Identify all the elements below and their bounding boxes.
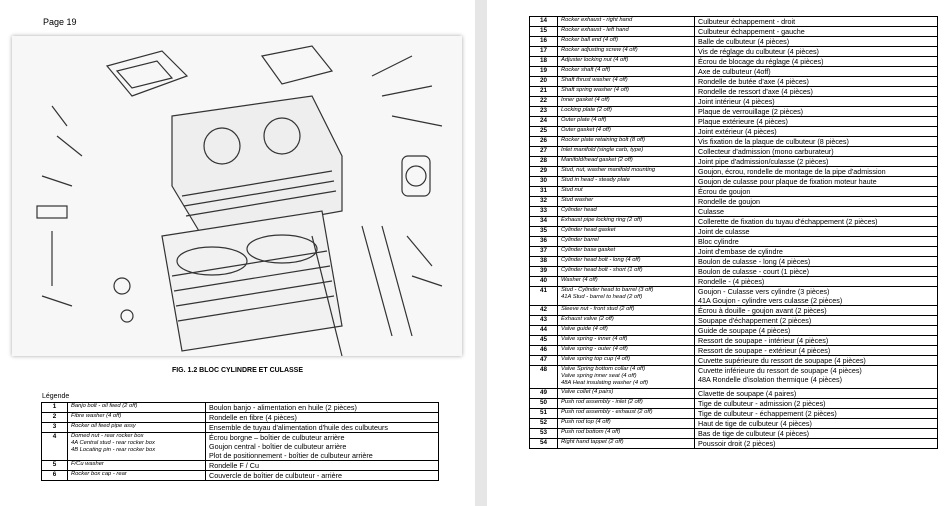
english-description bbox=[558, 167, 695, 177]
table-row bbox=[530, 247, 938, 257]
english-description bbox=[68, 403, 206, 413]
english-line: Stud, nut, washer manifold mounting bbox=[561, 167, 656, 173]
table-row bbox=[530, 77, 938, 87]
french-line: Culasse bbox=[698, 207, 724, 216]
part-number: 49 bbox=[530, 388, 558, 398]
french-description bbox=[695, 87, 938, 97]
english-description bbox=[68, 461, 206, 471]
table-row bbox=[42, 413, 439, 423]
part-number: 21 bbox=[530, 87, 558, 97]
part-number: 46 bbox=[530, 346, 558, 356]
french-line: Vis fixation de la plaque de culbuteur (8 pièces) bbox=[698, 137, 849, 146]
french-line: Balle de culbuteur (4 pièces) bbox=[698, 37, 790, 46]
french-line: Écrou de blocage du réglage (4 pièces) bbox=[698, 57, 824, 66]
english-description bbox=[558, 316, 695, 326]
english-line: Banjo bolt - oil feed (2 off) bbox=[71, 403, 138, 409]
part-number: 54 bbox=[530, 438, 558, 448]
french-line: Rondelle de ressort d'axe (4 pièces) bbox=[698, 87, 813, 96]
english-description bbox=[558, 438, 695, 448]
table-row bbox=[530, 137, 938, 147]
french-line: Haut de tige de culbuteur (4 pièces) bbox=[698, 418, 812, 428]
english-line: Cylinder barrel bbox=[561, 237, 599, 243]
part-number: 18 bbox=[530, 57, 558, 67]
french-description bbox=[206, 471, 439, 481]
part-number: 52 bbox=[530, 418, 558, 428]
english-description bbox=[558, 398, 695, 408]
part-number: 39 bbox=[530, 267, 558, 277]
table-row bbox=[530, 47, 938, 57]
parts-table bbox=[529, 16, 938, 449]
part-number: 42 bbox=[530, 306, 558, 316]
part-number: 47 bbox=[530, 356, 558, 366]
french-description bbox=[695, 37, 938, 47]
french-line: Poussoir droit (2 pièces) bbox=[698, 438, 776, 448]
english-line: Valve spring - outer (4 off) bbox=[561, 346, 628, 352]
english-description bbox=[68, 423, 206, 433]
french-description bbox=[695, 306, 938, 316]
french-description bbox=[695, 147, 938, 157]
english-line: Outer plate (4 off) bbox=[561, 117, 607, 123]
french-line: Écrou borgne – boîtier de culbuteur arrière bbox=[209, 433, 345, 442]
table-row bbox=[530, 326, 938, 336]
french-line: Rondelle F / Cu bbox=[209, 461, 259, 470]
table-row bbox=[42, 403, 439, 413]
french-description bbox=[695, 77, 938, 87]
part-number: 41 bbox=[530, 287, 558, 306]
part-number: 22 bbox=[530, 97, 558, 107]
french-line: Écrou à douille - goujon avant (2 pièces) bbox=[698, 306, 827, 315]
english-description bbox=[558, 388, 695, 398]
page-number: Page 19 bbox=[43, 17, 77, 27]
table-row bbox=[530, 157, 938, 167]
french-description bbox=[695, 366, 938, 389]
french-line: Collecteur d'admission (mono carburateur) bbox=[698, 147, 834, 156]
english-line: Push rod top (4 off) bbox=[561, 418, 611, 425]
table-row bbox=[530, 207, 938, 217]
french-line: Clavette de soupape (4 paires) bbox=[698, 388, 797, 398]
french-line: Plaque de verrouillage (2 pièces) bbox=[698, 107, 804, 116]
english-line: F/Cu washer bbox=[71, 461, 104, 467]
french-description bbox=[206, 423, 439, 433]
english-line: Stud nut bbox=[561, 187, 583, 193]
table-row bbox=[530, 107, 938, 117]
french-description bbox=[695, 398, 938, 408]
french-description bbox=[695, 287, 938, 306]
english-line: Stud in head - steady plate bbox=[561, 177, 630, 183]
english-line: Push rod assembly - inlet (2 off) bbox=[561, 398, 643, 405]
english-line: Push rod bottom (4 off) bbox=[561, 428, 621, 435]
french-description bbox=[695, 187, 938, 197]
table-row bbox=[530, 97, 938, 107]
table-row bbox=[530, 217, 938, 227]
part-number: 16 bbox=[530, 37, 558, 47]
french-line: Ressort de soupape - extérieur (4 pièces) bbox=[698, 346, 831, 355]
english-line: Domed nut - rear rocker box bbox=[71, 433, 144, 439]
table-row bbox=[530, 87, 938, 97]
english-description bbox=[558, 87, 695, 97]
english-line: Rocker oil feed pipe assy bbox=[71, 423, 136, 429]
english-description bbox=[558, 247, 695, 257]
table-row bbox=[530, 117, 938, 127]
english-description bbox=[558, 177, 695, 187]
part-number: 53 bbox=[530, 428, 558, 438]
french-description bbox=[695, 237, 938, 247]
english-description bbox=[558, 227, 695, 237]
french-description bbox=[695, 47, 938, 57]
table-row bbox=[530, 37, 938, 47]
part-number: 15 bbox=[530, 27, 558, 37]
french-description bbox=[695, 346, 938, 356]
french-description bbox=[695, 227, 938, 237]
french-description bbox=[695, 217, 938, 227]
part-number: 43 bbox=[530, 316, 558, 326]
english-line: Valve Spring bottom collar (4 off) bbox=[561, 366, 646, 372]
english-description bbox=[558, 326, 695, 336]
french-description bbox=[695, 127, 938, 137]
part-number: 34 bbox=[530, 217, 558, 227]
table-row bbox=[530, 366, 938, 389]
table-row bbox=[530, 147, 938, 157]
english-description bbox=[558, 17, 695, 27]
legend-table bbox=[41, 402, 439, 481]
english-description bbox=[558, 356, 695, 366]
english-description bbox=[558, 127, 695, 137]
table-row bbox=[42, 471, 439, 481]
french-line: Plaque extérieure (4 pièces) bbox=[698, 117, 788, 126]
english-description bbox=[68, 433, 206, 461]
table-row bbox=[530, 346, 938, 356]
part-number: 17 bbox=[530, 47, 558, 57]
english-description bbox=[558, 137, 695, 147]
table-row bbox=[42, 423, 439, 433]
part-number: 2 bbox=[42, 413, 68, 423]
part-number: 5 bbox=[42, 461, 68, 471]
french-line: Goujon, écrou, rondelle de montage de la pipe d'admission bbox=[698, 167, 886, 176]
table-row bbox=[530, 408, 938, 418]
part-number: 32 bbox=[530, 197, 558, 207]
english-description bbox=[558, 217, 695, 227]
table-row bbox=[530, 418, 938, 428]
french-line: Boulon de culasse - long (4 pièces) bbox=[698, 257, 811, 266]
part-number: 35 bbox=[530, 227, 558, 237]
english-line: 4B Locating pin - rear rocker box bbox=[71, 447, 156, 454]
english-description bbox=[558, 97, 695, 107]
english-description bbox=[558, 237, 695, 247]
french-line: Goujon central - boîtier de culbuteur arrière bbox=[209, 442, 347, 451]
french-line: 41A Goujon - cylindre vers culasse (2 pièces) bbox=[698, 296, 843, 305]
french-line: Soupape d'échappement (2 pièces) bbox=[698, 316, 812, 325]
french-description bbox=[695, 356, 938, 366]
english-description bbox=[558, 77, 695, 87]
table-row bbox=[530, 27, 938, 37]
right-document-page bbox=[487, 0, 948, 506]
english-line: Valve spring top cup (4 off) bbox=[561, 356, 631, 362]
english-line: Rocker box cap - rear bbox=[71, 471, 127, 477]
english-line: Valve guide (4 off) bbox=[561, 326, 608, 332]
part-number: 6 bbox=[42, 471, 68, 481]
english-description bbox=[558, 27, 695, 37]
english-description bbox=[558, 428, 695, 438]
french-description bbox=[695, 438, 938, 448]
table-row bbox=[530, 336, 938, 346]
english-line: 48A Heat insulating washer (4 off) bbox=[561, 380, 649, 387]
english-description bbox=[558, 257, 695, 267]
french-line: Goujon de culasse pour plaque de fixation moteur haute bbox=[698, 177, 877, 186]
table-row bbox=[530, 277, 938, 287]
english-line: Rocker exhaust - right hand bbox=[561, 17, 633, 23]
english-line: Adjuster locking nut (4 off) bbox=[561, 57, 629, 63]
figure-caption: FIG. 1.2 BLOC CYLINDRE ET CULASSE bbox=[171, 367, 304, 374]
table-row bbox=[530, 388, 938, 398]
french-description bbox=[695, 316, 938, 326]
table-row bbox=[42, 433, 439, 461]
french-line: Joint pipe d'admission/culasse (2 pièces) bbox=[698, 157, 829, 166]
english-description bbox=[558, 157, 695, 167]
french-description bbox=[695, 117, 938, 127]
english-line: Stud washer bbox=[561, 197, 594, 203]
english-line: Cylinder head bbox=[561, 207, 597, 213]
french-line: Boulon de culasse - court (1 pièce) bbox=[698, 267, 810, 276]
english-line: Cylinder head bolt - long (4 off) bbox=[561, 257, 641, 263]
french-line: Guide de soupape (4 pièces) bbox=[698, 326, 791, 335]
french-line: Joint extérieur (4 pièces) bbox=[698, 127, 777, 136]
english-line: Cylinder base gasket bbox=[561, 247, 616, 253]
french-description bbox=[695, 177, 938, 187]
english-line: 4A Central stud - rear rocker box bbox=[71, 440, 155, 447]
english-line: Right hand tappet (2 off) bbox=[561, 438, 624, 445]
part-number: 28 bbox=[530, 157, 558, 167]
french-description bbox=[695, 197, 938, 207]
french-line: Culbuteur échappement - droit bbox=[698, 17, 796, 26]
part-number: 45 bbox=[530, 336, 558, 346]
english-line: 41A Stud - barrel to head (2 off) bbox=[561, 294, 643, 301]
english-line: Valve spring inner seat (4 off) bbox=[561, 373, 637, 380]
table-row bbox=[530, 197, 938, 207]
table-row bbox=[530, 428, 938, 438]
english-description bbox=[558, 67, 695, 77]
english-description bbox=[558, 408, 695, 418]
english-line: Washer (4 off) bbox=[561, 277, 598, 283]
table-row bbox=[530, 356, 938, 366]
english-line: Shaft thrust washer (4 off) bbox=[561, 77, 628, 83]
english-line: Valve collet (4 pairs) bbox=[561, 388, 614, 395]
french-line: Rondelle - (4 pièces) bbox=[698, 277, 765, 286]
french-description bbox=[695, 326, 938, 336]
table-row bbox=[530, 438, 938, 448]
part-number: 4 bbox=[42, 433, 68, 461]
english-description bbox=[68, 413, 206, 423]
french-description bbox=[206, 433, 439, 461]
english-line: Rocker ball end (4 off) bbox=[561, 37, 619, 43]
table-row bbox=[530, 257, 938, 267]
french-line: Ensemble de tuyau d'alimentation d'huile des culbuteurs bbox=[209, 423, 388, 432]
english-line: Rocker exhaust - left hand bbox=[561, 27, 629, 33]
french-line: Axe de culbuteur (4off) bbox=[698, 67, 771, 76]
english-line: Rocker adjusting screw (4 off) bbox=[561, 47, 638, 53]
part-number: 20 bbox=[530, 77, 558, 87]
english-description bbox=[558, 197, 695, 207]
french-description bbox=[695, 247, 938, 257]
french-line: Rondelle en fibre (4 pièces) bbox=[209, 413, 297, 422]
english-description bbox=[558, 287, 695, 306]
english-line: Rocker shaft (4 off) bbox=[561, 67, 611, 73]
french-description bbox=[695, 277, 938, 287]
english-line: Valve spring - inner (4 off) bbox=[561, 336, 628, 342]
french-description bbox=[695, 257, 938, 267]
english-line: Push rod assembly - exhaust (2 off) bbox=[561, 408, 653, 415]
table-row bbox=[530, 227, 938, 237]
french-line: Joint de culasse bbox=[698, 227, 750, 236]
part-number: 14 bbox=[530, 17, 558, 27]
french-description bbox=[206, 413, 439, 423]
english-description bbox=[558, 346, 695, 356]
table-row bbox=[42, 461, 439, 471]
french-line: Couvercle de boîtier de culbuteur - arrière bbox=[209, 471, 343, 480]
english-line: Stud - Cylinder head to barrel (3 off) bbox=[561, 287, 654, 293]
french-line: Plot de positionnement - boîtier de culbuteur arrière bbox=[209, 451, 373, 460]
french-description bbox=[695, 167, 938, 177]
french-line: Cuvette inférieure du ressort de soupape (4 pièces) bbox=[698, 366, 862, 375]
french-description bbox=[695, 428, 938, 438]
english-description bbox=[558, 117, 695, 127]
english-line: Cylinder head bolt - short (1 off) bbox=[561, 267, 643, 273]
table-row bbox=[530, 267, 938, 277]
part-number: 44 bbox=[530, 326, 558, 336]
part-number: 36 bbox=[530, 237, 558, 247]
english-description bbox=[558, 47, 695, 57]
french-description bbox=[695, 97, 938, 107]
part-number: 27 bbox=[530, 147, 558, 157]
english-description bbox=[558, 277, 695, 287]
french-line: Rondelle de butée d'axe (4 pièces) bbox=[698, 77, 809, 86]
part-number: 19 bbox=[530, 67, 558, 77]
table-row bbox=[530, 127, 938, 137]
french-line: Goujon - Culasse vers cylindre (3 pièces) bbox=[698, 287, 830, 296]
english-description bbox=[558, 107, 695, 117]
french-line: Ressort de soupape - intérieur (4 pièces) bbox=[698, 336, 829, 345]
table-row bbox=[530, 316, 938, 326]
part-number: 23 bbox=[530, 107, 558, 117]
table-row bbox=[530, 398, 938, 408]
exploded-engine-diagram bbox=[12, 36, 462, 356]
table-row bbox=[530, 57, 938, 67]
english-line: Inner gasket (4 off) bbox=[561, 97, 610, 103]
french-description bbox=[695, 57, 938, 67]
english-description bbox=[558, 366, 695, 389]
part-number: 33 bbox=[530, 207, 558, 217]
part-number: 37 bbox=[530, 247, 558, 257]
english-description bbox=[558, 207, 695, 217]
table-row bbox=[530, 177, 938, 187]
part-number: 31 bbox=[530, 187, 558, 197]
part-number: 26 bbox=[530, 137, 558, 147]
french-description bbox=[695, 267, 938, 277]
french-description bbox=[695, 418, 938, 428]
part-number: 25 bbox=[530, 127, 558, 137]
table-row bbox=[530, 237, 938, 247]
english-line: Cylinder head gasket bbox=[561, 227, 616, 233]
french-description bbox=[206, 403, 439, 413]
english-line: Manifold/head gasket (2 off) bbox=[561, 157, 633, 163]
english-line: Shaft spring washer (4 off) bbox=[561, 87, 629, 93]
english-line: Fibre washer (4 off) bbox=[71, 413, 122, 419]
part-number: 3 bbox=[42, 423, 68, 433]
english-description bbox=[558, 267, 695, 277]
french-line: Joint intérieur (4 pièces) bbox=[698, 97, 775, 106]
english-line: Inlet manifold (single carb, type) bbox=[561, 147, 644, 153]
french-line: Bas de tige de culbuteur (4 pièces) bbox=[698, 428, 810, 438]
french-line: Écrou de goujon bbox=[698, 187, 751, 196]
french-description bbox=[695, 157, 938, 167]
french-description bbox=[695, 408, 938, 418]
table-row bbox=[530, 306, 938, 316]
english-line: Sleeve nut - front stud (2 off) bbox=[561, 306, 635, 312]
french-description bbox=[695, 67, 938, 77]
french-description bbox=[695, 207, 938, 217]
part-number: 30 bbox=[530, 177, 558, 187]
english-description bbox=[558, 147, 695, 157]
french-line: Boulon banjo - alimentation en huile (2 pièces) bbox=[209, 403, 357, 412]
english-line: Exhaust valve (2 off) bbox=[561, 316, 614, 322]
french-line: Culbuteur échappement - gauche bbox=[698, 27, 805, 36]
english-description bbox=[558, 37, 695, 47]
french-line: Tige de culbuteur - échappement (2 pièces) bbox=[698, 408, 837, 418]
french-line: 48A Rondelle d'isolation thermique (4 pièces) bbox=[698, 375, 843, 384]
french-description bbox=[695, 107, 938, 117]
french-line: Rondelle de goujon bbox=[698, 197, 760, 206]
table-row bbox=[530, 167, 938, 177]
table-row bbox=[530, 187, 938, 197]
part-number: 29 bbox=[530, 167, 558, 177]
table-row bbox=[530, 67, 938, 77]
english-description bbox=[558, 418, 695, 428]
table-row bbox=[530, 17, 938, 27]
table-row bbox=[530, 287, 938, 306]
french-description bbox=[695, 27, 938, 37]
french-line: Tige de culbuteur - admission (2 pièces) bbox=[698, 398, 826, 408]
french-description bbox=[695, 388, 938, 398]
french-line: Bloc cylindre bbox=[698, 237, 739, 246]
english-description bbox=[558, 187, 695, 197]
legend-title: Légende bbox=[42, 393, 70, 400]
french-line: Vis de réglage du culbuteur (4 pièces) bbox=[698, 47, 819, 56]
english-description bbox=[558, 57, 695, 67]
english-line: Exhaust pipe locking ring (2 off) bbox=[561, 217, 643, 223]
part-number: 1 bbox=[42, 403, 68, 413]
engine-illustration bbox=[12, 36, 462, 356]
english-line: Outer gasket (4 off) bbox=[561, 127, 611, 133]
english-description bbox=[68, 471, 206, 481]
english-line: Locking plate (2 off) bbox=[561, 107, 612, 113]
english-description bbox=[558, 336, 695, 346]
part-number: 40 bbox=[530, 277, 558, 287]
english-description bbox=[558, 306, 695, 316]
french-description bbox=[695, 137, 938, 147]
part-number: 24 bbox=[530, 117, 558, 127]
french-line: Cuvette supérieure du ressort de soupape (4 pièces) bbox=[698, 356, 866, 365]
french-line: Joint d'embase de cylindre bbox=[698, 247, 783, 256]
part-number: 50 bbox=[530, 398, 558, 408]
part-number: 38 bbox=[530, 257, 558, 267]
french-description bbox=[695, 336, 938, 346]
part-number: 48 bbox=[530, 366, 558, 389]
french-description bbox=[695, 17, 938, 27]
french-description bbox=[206, 461, 439, 471]
english-line: Rocker plate retaining bolt (8 off) bbox=[561, 137, 646, 143]
part-number: 51 bbox=[530, 408, 558, 418]
french-line: Collerette de fixation du tuyau d'échappement (2 pièces) bbox=[698, 217, 878, 226]
